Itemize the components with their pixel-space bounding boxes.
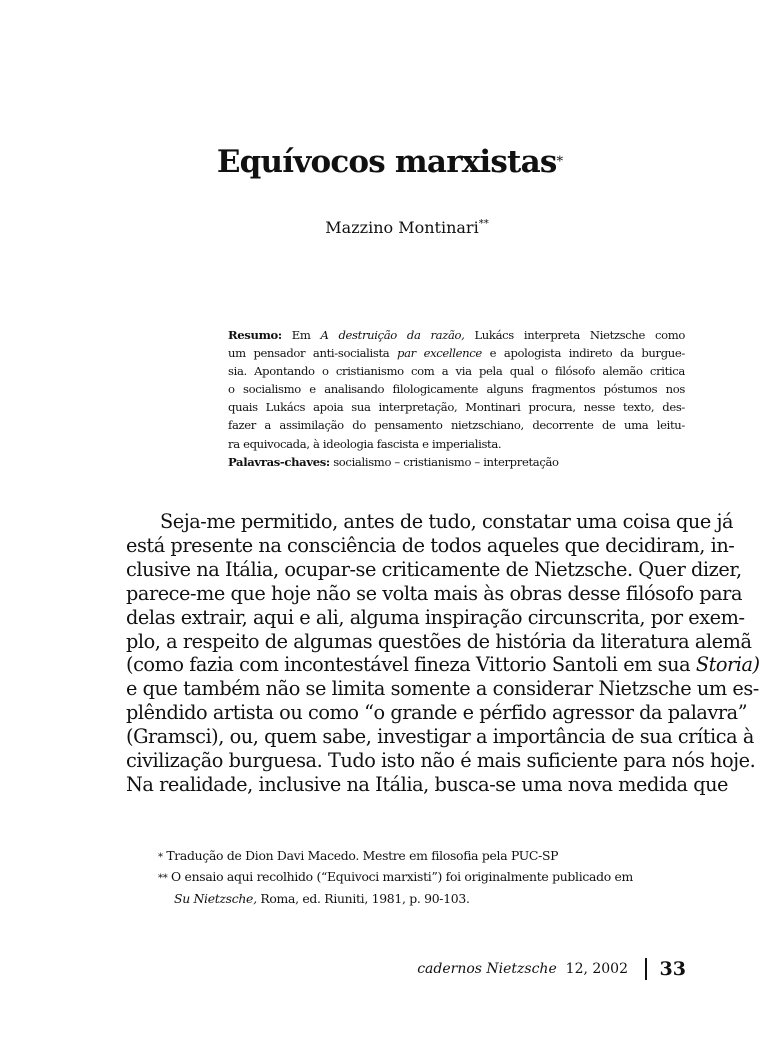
footnote-1: * Tradução de Dion Davi Macedo. Mestre em filosofia pela PUC-SP — [158, 848, 559, 863]
body-line: e que também não se limita somente a considerar Nietzsche um es- — [126, 677, 759, 701]
author-footnote-mark: ** — [478, 218, 489, 230]
body-line: (como fazia com incontestável fineza Vittorio Santoli em sua Storia) — [126, 653, 760, 677]
footer-divider — [645, 958, 647, 980]
footnote-mark: ** — [158, 873, 168, 885]
abstract-line: quais Lukács apoia sua interpretação, Montinari procura, nesse texto, des- — [228, 400, 685, 415]
body-line: está presente na consciência de todos aqueles que decidiram, in- — [126, 533, 735, 557]
body-line: civilização burguesa. Tudo isto não é mais suficiente para nós hoje. — [126, 749, 756, 773]
journal-name: cadernos Nietzsche — [417, 961, 557, 977]
abstract — [228, 326, 685, 471]
abstract-line: Resumo: Em A destruição da razão, Lukács interpreta Nietzsche como — [228, 328, 686, 342]
body-paragraph — [126, 510, 760, 797]
abstract-line: ra equivocada, à ideologia fascista e imperialista. — [228, 436, 502, 451]
title-footnote-mark: * — [556, 154, 564, 170]
body-line: Na realidade, inclusive na Itália, busca-se uma nova medida que — [126, 772, 729, 796]
keywords: socialismo – cristianismo – interpretação — [333, 454, 559, 469]
journal-issue: 12, 2002 — [565, 961, 628, 977]
abstract-label: Resumo: — [228, 328, 282, 342]
abstract-line: um pensador anti-socialista par excellence e apologista indireto da burgue- — [228, 346, 685, 361]
page-number: 33 — [659, 958, 686, 980]
body-line: clusive na Itália, ocupar-se criticamente de Nietzsche. Quer dizer, — [126, 557, 742, 581]
book-title: A destruição da razão, — [320, 328, 465, 342]
author-byline — [0, 218, 780, 237]
author-name: Mazzino Montinari — [325, 218, 479, 237]
footnote-mark: * — [158, 852, 163, 863]
body-line: delas extrair, aqui e ali, alguma inspiração circunscrita, por exem- — [126, 605, 745, 629]
abstract-line: sia. Apontando o cristianismo com a via pela qual o filósofo alemão critica — [228, 364, 685, 379]
footnote-2-continuation: Su Nietzsche, Roma, ed. Riuniti, 1981, p. 90-103. — [174, 890, 470, 906]
abstract-line: fazer a assimilação do pensamento nietzschiano, decorrente de uma leitu- — [228, 418, 685, 433]
body-line: parece-me que hoje não se volta mais às obras desse filósofo para — [126, 581, 742, 605]
keywords-line — [228, 453, 685, 471]
article-title-block — [0, 144, 780, 180]
abstract-line: o socialismo e analisando filologicamente alguns fragmentos póstumos nos — [228, 382, 685, 397]
body-line: Seja-me permitido, antes de tudo, constatar uma coisa que já — [160, 510, 734, 533]
body-line: plo, a respeito de algumas questões de história da literatura alemã — [126, 629, 752, 653]
body-line: plêndido artista ou como “o grande e pérfido agressor da palavra” — [126, 701, 748, 725]
journal-reference — [417, 961, 628, 977]
article-title: Equívocos marxistas — [216, 144, 557, 180]
footnote-2: ** O ensaio aqui recolhido (“Equivoci marxisti”) foi originalmente publicado em — [158, 869, 634, 885]
running-footer — [0, 958, 686, 982]
keywords-label: Palavras-chaves: — [228, 454, 330, 469]
footnotes — [158, 846, 698, 908]
body-line: (Gramsci), ou, quem sabe, investigar a importância de sua crítica à — [126, 725, 754, 749]
